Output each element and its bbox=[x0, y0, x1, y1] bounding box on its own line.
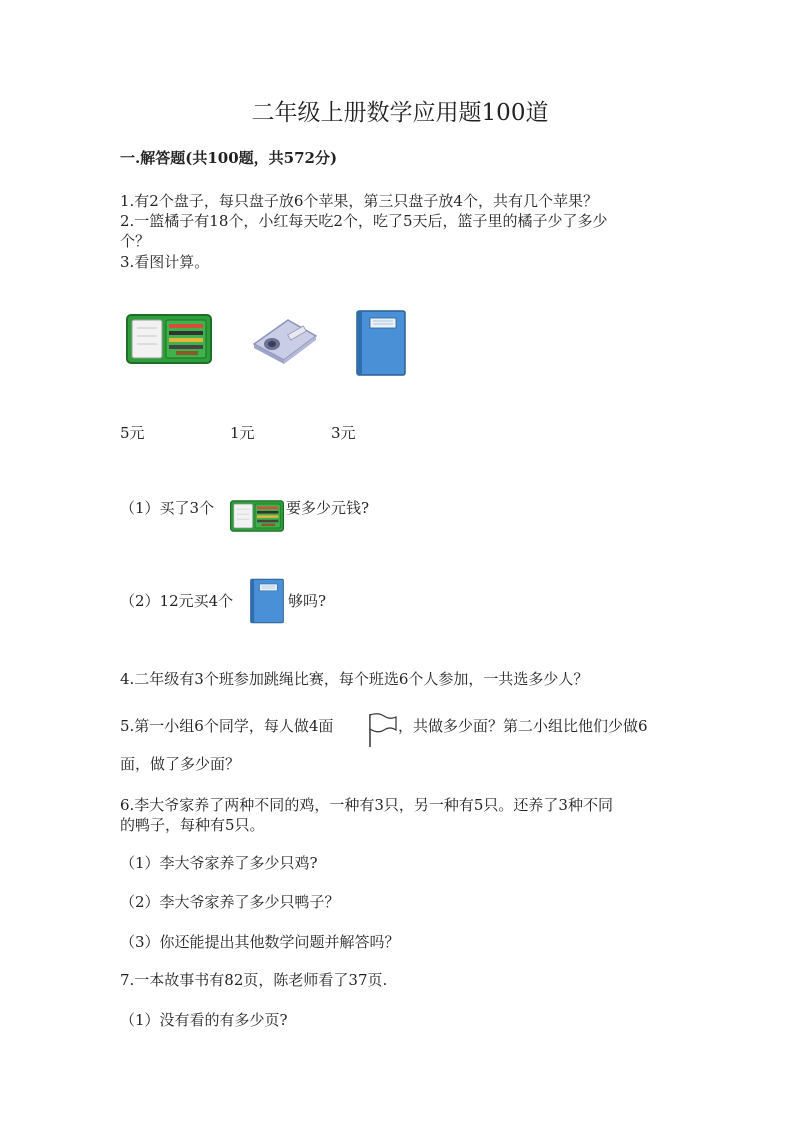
pencil-case-icon bbox=[126, 314, 212, 364]
question-5-line-2: 面，做了多少面？ bbox=[120, 755, 241, 773]
question-5-text: 5.第一小组6个同学，每人做4面 bbox=[120, 717, 334, 735]
question-7-part-1: （1）没有看的有多少页? bbox=[120, 1011, 288, 1029]
question-2-line-1: 2.一篮橘子有18个，小红每天吃2个，吃了5天后，篮子里的橘子少了多少 bbox=[120, 212, 608, 230]
question-3-part-1-text: （1）买了3个 bbox=[120, 499, 215, 517]
question-3-part-1-suffix: 要多少元钱? bbox=[286, 499, 370, 517]
section-heading: 一.解答题(共100题，共572分) bbox=[120, 149, 338, 167]
notebook-icon bbox=[356, 310, 406, 376]
price-sharpener: 1元 bbox=[230, 424, 255, 442]
question-2-line-2: 个？ bbox=[120, 232, 151, 250]
question-3: 3.看图计算。 bbox=[120, 253, 210, 271]
notebook-icon bbox=[250, 578, 284, 624]
price-pencil-case: 5元 bbox=[120, 424, 145, 442]
question-4: 4.二年级有3个班参加跳绳比赛，每个班选6个人参加，一共选多少人？ bbox=[120, 670, 589, 688]
question-6-line-1: 6.李大爷家养了两种不同的鸡，一种有3只，另一种有5只。还养了3种不同 bbox=[120, 796, 613, 814]
question-7: 7.一本故事书有82页，陈老师看了37页. bbox=[120, 971, 388, 989]
question-1: 1.有2个盘子，每只盘子放6个苹果，第三只盘子放4个，共有几个苹果？ bbox=[120, 192, 598, 210]
question-6-part-3: （3）你还能提出其他数学问题并解答吗？ bbox=[120, 933, 400, 951]
question-6-part-1: （1）李大爷家养了多少只鸡? bbox=[120, 854, 318, 872]
price-notebook: 3元 bbox=[331, 424, 356, 442]
page-title: 二年级上册数学应用题100道 bbox=[251, 100, 549, 126]
question-6-line-2: 的鸭子，每种有5只。 bbox=[120, 816, 265, 834]
question-5-suffix: ，共做多少面？第二小组比他们少做6 bbox=[398, 717, 648, 735]
pencil-case-icon bbox=[230, 500, 284, 532]
pencil-sharpener-icon bbox=[248, 314, 320, 366]
question-6-part-2: （2）李大爷家养了多少只鸭子？ bbox=[120, 893, 340, 911]
question-3-part-2-text: （2）12元买4个 bbox=[120, 592, 234, 610]
flag-icon bbox=[366, 712, 398, 748]
question-3-part-2-suffix: 够吗? bbox=[288, 592, 327, 610]
